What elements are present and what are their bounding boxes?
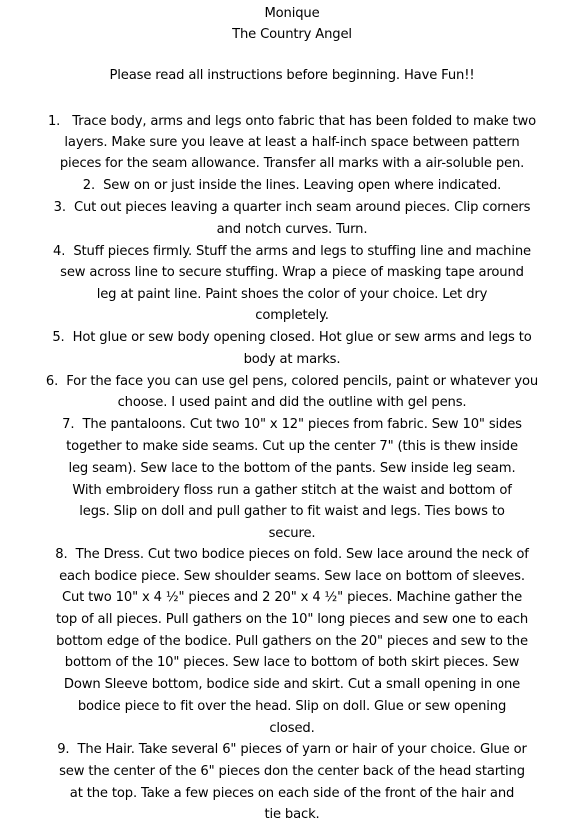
step-7-line-1: 7. The pantaloons. Cut two 10" x 12" pieces from fabric. Sew 10" sides [62,417,522,432]
step-9-line-1: 9. The Hair. Take several 6" pieces of yarn or hair of your choice. Glue or [57,742,527,757]
step-9-line-4: tie back. [264,807,320,822]
step-1-line-1: 1. Trace body, arms and legs onto fabric that has been folded to make two [47,114,537,129]
step-8-line-1: 8. The Dress. Cut two bodice pieces on fold. Sew lace around the neck of [55,547,529,562]
step-1-line-2: layers. Make sure you leave at least a half-inch space between pattern [64,135,520,150]
step-5-line-2: body at marks. [243,352,341,367]
step-3-line-1: 3. Cut out pieces leaving a quarter inch seam around pieces. Clip corners [53,200,531,215]
step-8-line-6: bottom of the 10" pieces. Sew lace to bottom of both skirt pieces. Sew [64,655,520,670]
step-5-line-1: 5. Hot glue or sew body opening closed. Hot glue or sew arms and legs to [52,330,532,345]
document-title: The Country Angel [232,27,352,42]
step-8-line-5: bottom edge of the bodice. Pull gathers on the 20" pieces and sew to the [56,634,528,649]
step-2-line-1: 2. Sew on or just inside the lines. Leaving open where indicated. [82,178,502,193]
step-8-line-3: Cut two 10" x 4 ½" pieces and 2 20" x 4 ½" pieces. Machine gather the [61,590,523,605]
step-8-line-8: bodice piece to fit over the head. Slip on doll. Glue or sew opening [77,699,507,714]
step-8-line-7: Down Sleeve bottom, bodice side and skirt. Cut a small opening in one [63,677,521,692]
author-name: Monique [264,6,320,21]
step-7-line-2: together to make side seams. Cut up the center 7" (this is thew inside [66,439,518,454]
step-4-line-2: sew across line to secure stuffing. Wrap a piece of masking tape around [60,265,524,280]
step-7-line-4: With embroidery floss run a gather stitch at the waist and bottom of [72,483,512,498]
step-3-line-2: and notch curves. Turn. [216,222,368,237]
step-4-line-4: completely. [255,308,329,323]
step-8-line-9: closed. [269,721,315,736]
step-6-line-2: choose. I used paint and did the outline with gel pens. [117,395,467,410]
step-8-line-4: top of all pieces. Pull gathers on the 10" long pieces and sew one to each [55,612,529,627]
step-8-line-2: each bodice piece. Sew shoulder seams. Sew lace on bottom of sleeves. [59,569,525,584]
step-4-line-3: leg at paint line. Paint shoes the color of your choice. Let dry [96,287,488,302]
step-7-line-5: legs. Slip on doll and pull gather to fit waist and legs. Ties bows to [79,504,505,519]
step-9-line-3: at the top. Take a few pieces on each side of the front of the hair and [69,786,515,801]
step-4-line-1: 4. Stuff pieces firmly. Stuff the arms and legs to stuffing line and machine [53,244,531,259]
step-9-line-2: sew the center of the 6" pieces don the center back of the head starting [59,764,525,779]
step-7-line-3: leg seam). Sew lace to the bottom of the pants. Sew inside leg seam. [68,461,516,476]
step-7-line-6: secure. [268,526,316,541]
step-1-line-3: pieces for the seam allowance. Transfer all marks with a air-soluble pen. [59,156,525,171]
step-6-line-1: 6. For the face you can use gel pens, colored pencils, paint or whatever you [45,374,539,389]
intro-text: Please read all instructions before beginning. Have Fun!! [109,68,475,83]
